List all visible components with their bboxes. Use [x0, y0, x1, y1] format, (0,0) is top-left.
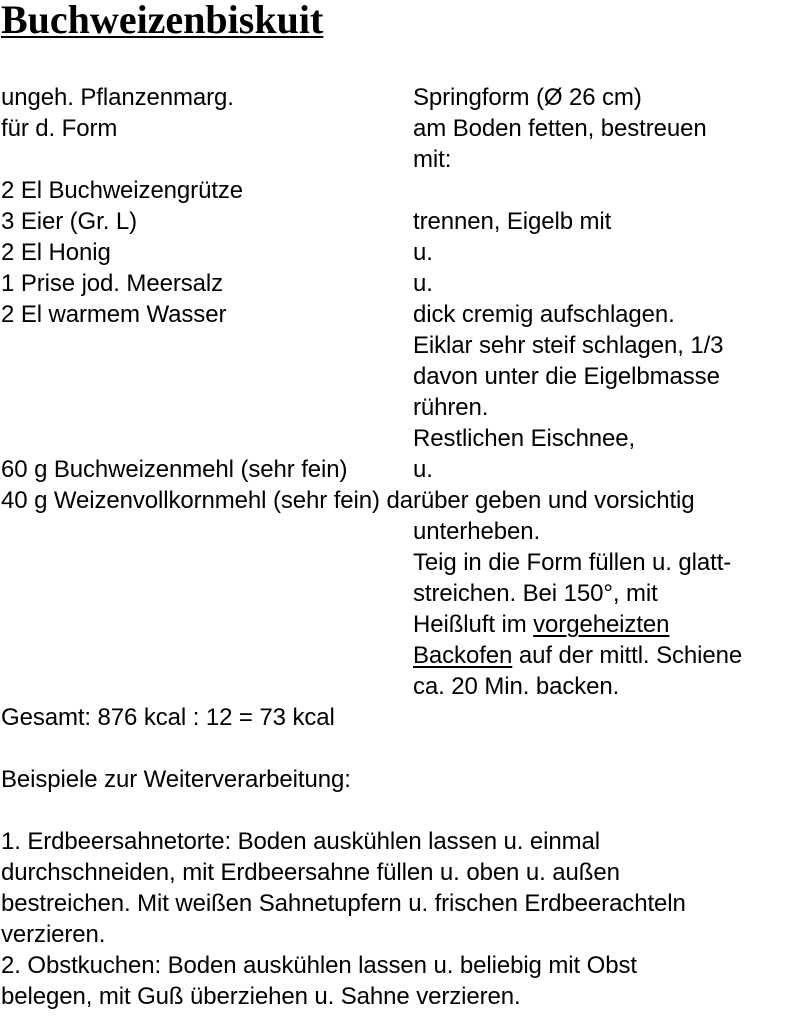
step-with: mit: — [413, 146, 452, 173]
hot-air-text: Heißluft im — [413, 611, 534, 638]
step-stir: rühren. — [413, 394, 489, 421]
step-bake-time: ca. 20 Min. backen. — [413, 673, 620, 700]
step-grease: am Boden fetten, bestreuen — [413, 115, 707, 142]
recipe-title: Buchweizenbiskuit — [1, 0, 324, 42]
step-smooth: streichen. Bei 150°, mit — [413, 580, 658, 607]
preheated-text: vorgeheizten — [533, 611, 670, 638]
step-and-1: u. — [413, 239, 433, 266]
ingredient-buckwheat-groats: 2 El Buchweizengrütze — [1, 177, 244, 204]
total-calories: Gesamt: 876 kcal : 12 = 73 kcal — [1, 704, 335, 731]
step-beat-creamy: dick cremig aufschlagen. — [413, 301, 675, 328]
ingredient-buckwheat-flour: 60 g Buchweizenmehl (sehr fein) — [1, 456, 348, 483]
example-2-line-2: belegen, mit Guß überziehen u. Sahne verzieren. — [1, 983, 521, 1010]
step-and-2: u. — [413, 270, 433, 297]
step-springform: Springform (Ø 26 cm) — [413, 84, 642, 111]
ingredient-water: 2 El warmem Wasser — [1, 301, 227, 328]
example-2-line-1: 2. Obstkuchen: Boden auskühlen lassen u. beliebig mit Obst — [1, 952, 637, 979]
step-separate: trennen, Eigelb mit — [413, 208, 612, 235]
step-and-3: u. — [413, 456, 433, 483]
ingredient-honey: 2 El Honig — [1, 239, 111, 266]
step-fold-third: davon unter die Eigelbmasse — [413, 363, 720, 390]
example-1-line-1: 1. Erdbeersahnetorte: Boden auskühlen lassen u. einmal — [1, 828, 600, 855]
ingredient-salt: 1 Prise jod. Meersalz — [1, 270, 223, 297]
example-1-line-3: bestreichen. Mit weißen Sahnetupfern u. frischen Erdbeerachteln — [1, 890, 686, 917]
step-remaining-whites: Restlichen Eischnee, — [413, 425, 636, 452]
step-whip-whites: Eiklar sehr steif schlagen, 1/3 — [413, 332, 724, 359]
examples-heading: Beispiele zur Weiterverarbeitung: — [1, 766, 351, 793]
step-fill-form: Teig in die Form füllen u. glatt- — [413, 549, 732, 576]
ingredient-wholewheat-flour: 40 g Weizenvollkornmehl (sehr fein) darüber geben und vorsichtig — [1, 487, 695, 514]
ingredient-margarine: ungeh. Pflanzenmarg. — [1, 84, 234, 111]
ingredient-for-form: für d. Form — [1, 115, 118, 142]
oven-text: Backofen — [413, 642, 513, 669]
example-1-line-4: verzieren. — [1, 921, 106, 948]
ingredient-eggs: 3 Eier (Gr. L) — [1, 208, 137, 235]
step-oven-rack — [413, 640, 742, 671]
example-1-line-2: durchschneiden, mit Erdbeersahne füllen u. oben u. außen — [1, 859, 620, 886]
step-hot-air — [413, 609, 669, 640]
step-fold-in: unterheben. — [413, 518, 541, 545]
rack-text: auf der mittl. Schiene — [512, 642, 743, 669]
